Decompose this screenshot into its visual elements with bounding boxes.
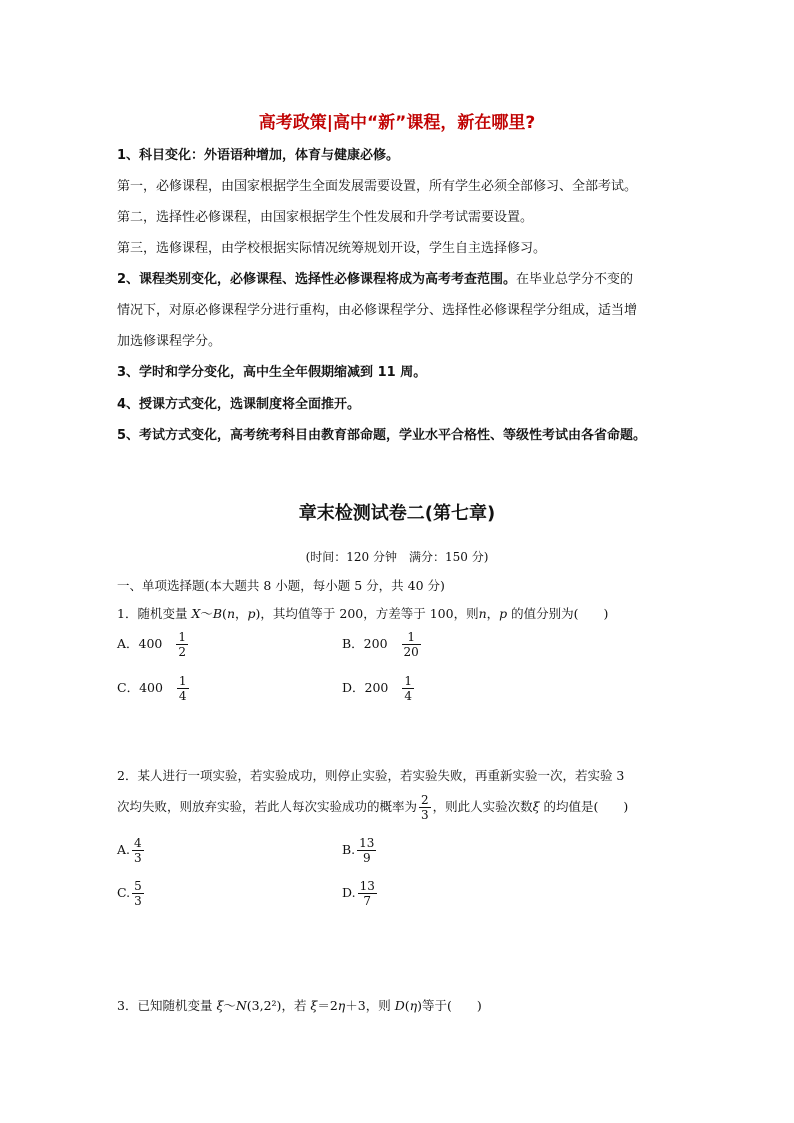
fraction: $\frac{13}{9}$ <box>359 836 375 865</box>
fraction: $\frac{1}{20}$ <box>403 630 419 659</box>
q1-option-b[interactable]: B．200 $\frac{1}{20}$ <box>342 630 419 659</box>
fraction: $\frac{13}{7}$ <box>359 879 375 908</box>
fraction: $\frac{4}{3}$ <box>134 836 142 865</box>
fraction: $\frac{5}{3}$ <box>134 879 142 908</box>
question-1: 1．随机变量 X～B(n，p)，其均值等于 200，方差等于 100，则n，p 的值分别为( ) <box>117 606 609 621</box>
page-title: 高考政策|高中“新”课程，新在哪里? <box>258 113 536 133</box>
test-info: (时间：120 分钟 满分：150 分) <box>305 550 489 564</box>
question-2-line2: 次均失败，则放弃实验，若此人每次实验成功的概率为 $\frac{2}{3}$ ，则此人实验次数ξ 的均值是( ) <box>117 793 629 822</box>
q1-option-a[interactable]: A．400 $\frac{1}{2}$ <box>117 630 187 659</box>
q1-option-d[interactable]: D．200 $\frac{1}{4}$ <box>342 674 413 703</box>
policy-item-2-line3: 加选修课程学分。 <box>117 334 222 349</box>
policy-item-5: 5、考试方式变化，高考统考科目由教育部命题，学业水平合格性、等级性考试由各省命题。 <box>117 428 647 443</box>
section-heading: 一、单项选择题(本大题共 8 小题，每小题 5 分，共 40 分) <box>117 578 445 593</box>
q2-option-d[interactable]: D. $\frac{13}{7}$ <box>342 879 375 908</box>
q2-option-b[interactable]: B. $\frac{13}{9}$ <box>342 836 375 865</box>
policy-paragraph-second: 第二，选择性必修课程，由国家根据学生个性发展和升学考试需要设置。 <box>117 210 534 225</box>
probability-fraction: $\frac{2}{3}$ <box>421 793 429 822</box>
policy-item-2-line2: 情况下，对原必修课程学分进行重构，由必修课程学分、选择性必修课程学分组成，适当增 <box>117 303 638 318</box>
question-2-line1: 2．某人进行一项实验，若实验成功，则停止实验，若实验失败，再重新实验一次，若实验 3 <box>117 768 625 783</box>
fraction: $\frac{1}{4}$ <box>404 674 413 703</box>
q2-option-a[interactable]: A. $\frac{4}{3}$ <box>117 836 142 865</box>
policy-item-1: 1、科目变化：外语语种增加，体育与健康必修。 <box>117 148 400 163</box>
policy-item-2-rest: 在毕业总学分不变的 <box>516 272 634 287</box>
question-3: 3．已知随机变量 ξ～N(3,2²)，若 ξ＝2η＋3，则 D(η)等于( ) <box>117 998 482 1013</box>
fraction: $\frac{1}{2}$ <box>178 630 187 659</box>
q1-option-c[interactable]: C．400 $\frac{1}{4}$ <box>117 674 187 703</box>
fraction: $\frac{1}{4}$ <box>178 674 187 703</box>
policy-paragraph-first: 第一，必修课程，由国家根据学生全面发展需要设置，所有学生必须全部修习、全部考试。 <box>117 179 638 194</box>
q2-option-c[interactable]: C. $\frac{5}{3}$ <box>117 879 142 908</box>
policy-item-2-bold: 2、课程类别变化，必修课程、选择性必修课程将成为高考考查范围。 <box>117 272 517 287</box>
policy-paragraph-third: 第三，选修课程，由学校根据实际情况统筹规划开设，学生自主选择修习。 <box>117 241 547 256</box>
policy-item-2 <box>117 272 633 288</box>
policy-item-3: 3、学时和学分变化，高中生全年假期缩减到 11 周。 <box>117 365 427 380</box>
policy-item-4: 4、授课方式变化，选课制度将全面推开。 <box>117 397 361 412</box>
test-title: 章末检测试卷二(第七章) <box>298 503 496 524</box>
